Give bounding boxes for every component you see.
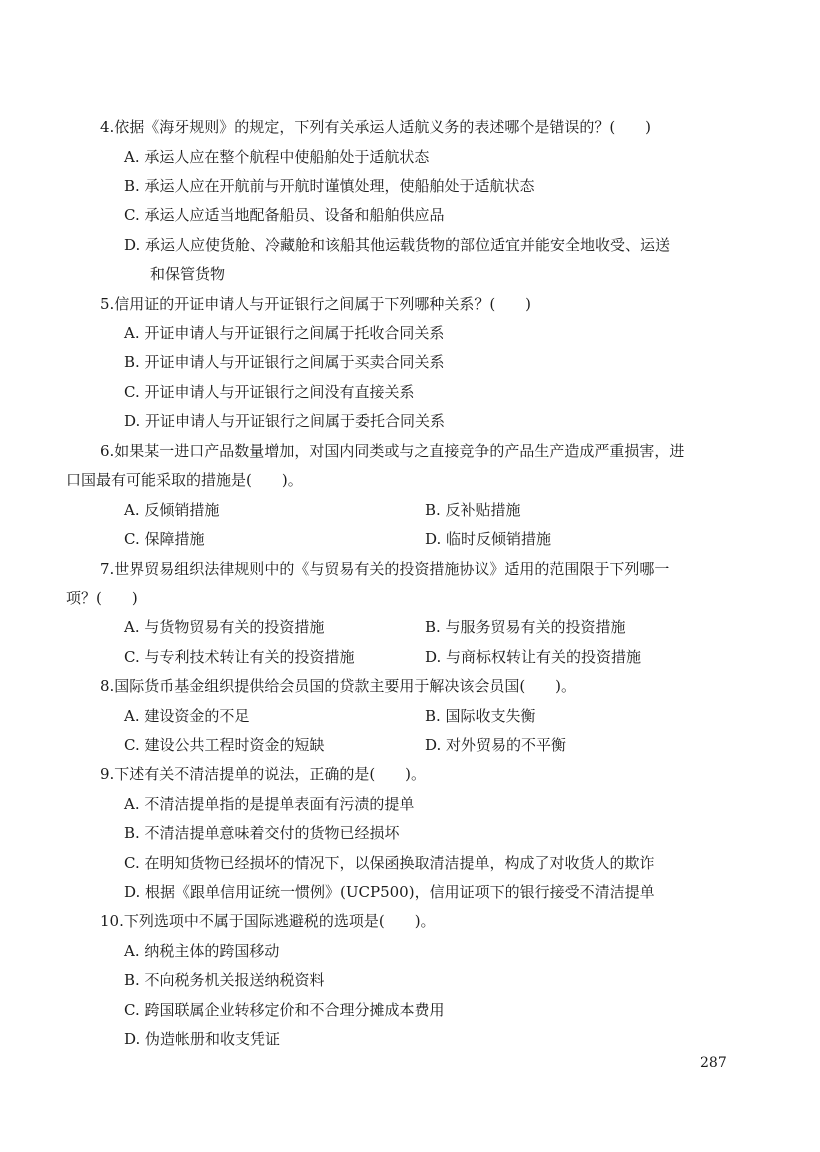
- question-8-option-a: A. 建设资金的不足: [124, 707, 250, 725]
- question-8-option-d: D. 对外贸易的不平衡: [425, 736, 567, 754]
- question-8-option-c: C. 建设公共工程时资金的短缺: [124, 736, 325, 754]
- question-9-option-a: A. 不清洁提单指的是提单表面有污渍的提单: [124, 795, 415, 813]
- question-9-option-b: B. 不清洁提单意味着交付的货物已经损坏: [124, 824, 400, 842]
- question-10-option-d: D. 伪造帐册和收支凭证: [124, 1030, 281, 1048]
- question-4-option-d-continued: 和保管货物: [150, 265, 226, 283]
- question-7-stem-continued: 项？( ): [66, 589, 138, 607]
- question-10-option-c: C. 跨国联属企业转移定价和不合理分摊成本费用: [124, 1001, 445, 1019]
- question-7-option-a: A. 与货物贸易有关的投资措施: [124, 618, 325, 636]
- question-8-stem: 8.国际货币基金组织提供给会员国的贷款主要用于解决该会员国( )。: [100, 677, 577, 695]
- question-6-option-c: C. 保障措施: [124, 530, 205, 548]
- question-4-option-d: D. 承运人应使货舱、冷藏舱和该船其他运载货物的部位适宜并能安全地收受、运送: [124, 236, 671, 254]
- question-5-option-d: D. 开证申请人与开证银行之间属于委托合同关系: [124, 412, 446, 430]
- question-4-option-c: C. 承运人应适当地配备船员、设备和船舶供应品: [124, 206, 445, 224]
- question-7-option-d: D. 与商标权转让有关的投资措施: [425, 648, 642, 666]
- question-4-stem: 4.依据《海牙规则》的规定，下列有关承运人适航义务的表述哪个是错误的？( ): [100, 118, 652, 136]
- question-6-stem: 6.如果某一进口产品数量增加，对国内同类或与之直接竞争的产品生产造成严重损害，进: [100, 442, 685, 460]
- question-6-option-b: B. 反补贴措施: [425, 501, 521, 519]
- question-9-option-c: C. 在明知货物已经损坏的情况下，以保函换取清洁提单，构成了对收货人的欺诈: [124, 854, 655, 872]
- question-9-stem: 9.下述有关不清洁提单的说法，正确的是( )。: [100, 765, 427, 783]
- question-5-option-a: A. 开证申请人与开证银行之间属于托收合同关系: [124, 324, 445, 342]
- question-8-option-b: B. 国际收支失衡: [425, 707, 536, 725]
- question-4-option-b: B. 承运人应在开航前与开航时谨慎处理，使船舶处于适航状态: [124, 177, 535, 195]
- question-6-option-a: A. 反倾销措施: [124, 501, 220, 519]
- question-10-stem: 10.下列选项中不属于国际逃避税的选项是( )。: [100, 912, 436, 930]
- question-5-option-b: B. 开证申请人与开证银行之间属于买卖合同关系: [124, 353, 445, 371]
- page-number: 287: [700, 1055, 727, 1071]
- question-4-option-a: A. 承运人应在整个航程中使船舶处于适航状态: [124, 148, 430, 166]
- question-9-option-d: D. 根据《跟单信用证统一惯例》(UCP500)，信用证项下的银行接受不清洁提单: [124, 883, 655, 901]
- question-7-option-b: B. 与服务贸易有关的投资措施: [425, 618, 626, 636]
- question-10-option-a: A. 纳税主体的跨国移动: [124, 942, 280, 960]
- question-10-option-b: B. 不向税务机关报送纳税资料: [124, 971, 325, 989]
- question-6-option-d: D. 临时反倾销措施: [425, 530, 552, 548]
- question-7-option-c: C. 与专利技术转让有关的投资措施: [124, 648, 355, 666]
- question-5-stem: 5.信用证的开证申请人与开证银行之间属于下列哪种关系？( ): [100, 295, 532, 313]
- question-7-stem: 7.世界贸易组织法律规则中的《与贸易有关的投资措施协议》适用的范围限于下列哪一: [100, 560, 670, 578]
- question-6-stem-continued: 口国最有可能采取的措施是( )。: [66, 471, 303, 489]
- question-5-option-c: C. 开证申请人与开证银行之间没有直接关系: [124, 383, 415, 401]
